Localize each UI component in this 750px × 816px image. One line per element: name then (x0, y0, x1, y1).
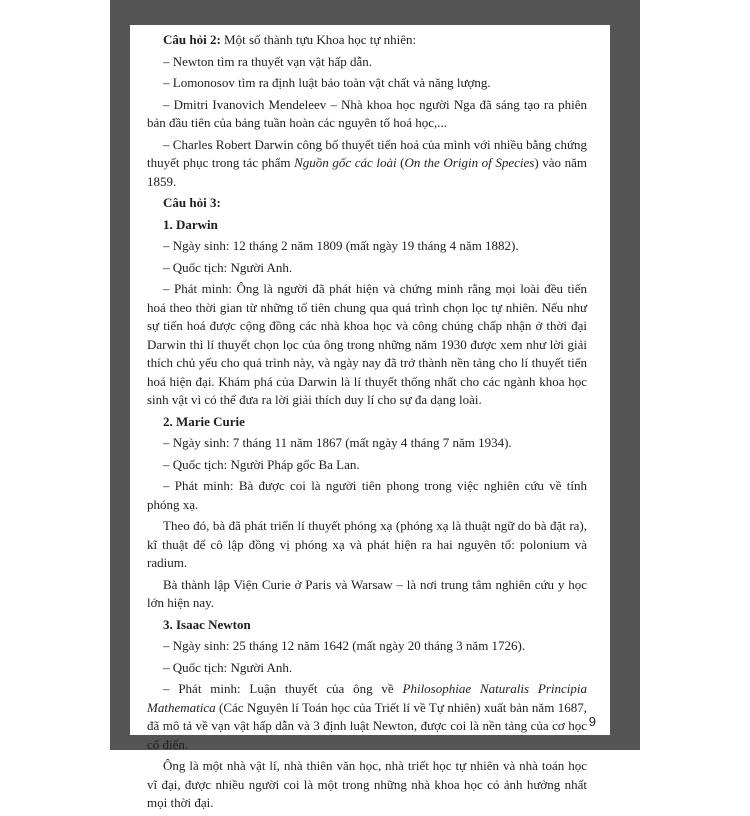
page-content (147, 31, 587, 816)
darwin-invention: – Phát minh: Ông là người đã phát hiện và chứng minh rằng mọi loài đều tiến hoá theo thời gian từ những tổ tiên chung qua quá trình chọn lọc tự nhiên. Nếu như sự tiến hoá được cộng đồng các nhà khoa học và công chúng chấp nhận ở thời đại Darwin thì lí thuyết chọn lọc của ông trong những năm 1930 được xem như lời giải thích chủ yếu cho quá trình này, và ngày nay đã trở thành nền tảng cho lí thuyết tiến hoá hiện đại. Khám phá của Darwin là lí thuyết thống nhất cho các ngành khoa học sinh vật vì có thể đưa ra lời giải thích duy lí cho sự đa dạng loài. (147, 281, 587, 407)
q2-intro-text: Một số thành tựu Khoa học tự nhiên: (220, 32, 417, 47)
darwin-nationality: – Quốc tịch: Người Anh. (163, 259, 293, 275)
curie-nationality: – Quốc tịch: Người Pháp gốc Ba Lan. (163, 456, 360, 472)
q2-item-darwin (147, 136, 587, 192)
newton-heading: 3. Isaac Newton (163, 616, 251, 632)
q2-item-newton: – Newton tìm ra thuyết vạn vật hấp dẫn. (163, 53, 373, 69)
newton-invention-pre: – Phát minh: Luận thuyết của ông về (163, 681, 403, 696)
q3-title: Câu hỏi 3: (163, 195, 221, 210)
newton-invention-post: (Các Nguyên lí Toán học của Triết lí về Tự nhiên) xuất bản năm 1687, đã mô tả về vạn vật hấp dẫn và 3 định luật Newton, được coi là nền tảng của cơ học cổ điển. (147, 699, 587, 752)
curie-birth: – Ngày sinh: 7 tháng 11 năm 1867 (mất ngày 4 tháng 7 năm 1934). (163, 435, 512, 450)
newton-invention (147, 680, 587, 754)
darwin-birth: – Ngày sinh: 12 tháng 2 năm 1809 (mất ngày 19 tháng 4 năm 1882). (163, 238, 519, 253)
document-page (130, 25, 610, 810)
newton-invention-work: Philosophiae Naturalis Principia Mathematica (147, 681, 587, 715)
newton-para: Ông là một nhà vật lí, nhà thiên văn học, nhà triết học tự nhiên và nhà toán học vĩ đại, được nhiều người coi là một trong những nhà khoa học có ảnh hưởng nhất mọi thời đại. (147, 758, 587, 810)
darwin-heading: 1. Darwin (163, 216, 218, 232)
q2-darwin-mid: ( (396, 155, 405, 170)
curie-heading: 2. Marie Curie (163, 413, 245, 429)
newton-birth: – Ngày sinh: 25 tháng 12 năm 1642 (mất ngày 20 tháng 3 năm 1726). (163, 638, 526, 653)
q2-darwin-post: ) vào năm 1859. (147, 155, 587, 189)
curie-para2: Bà thành lập Viện Curie ở Paris và Warsaw – là nơi trung tâm nghiên cứu y học lớn hiện nay. (147, 576, 587, 610)
page-number: 9 (588, 714, 596, 729)
newton-nationality: – Quốc tịch: Người Anh. (163, 659, 293, 675)
curie-para1: Theo đó, bà đã phát triển lí thuyết phóng xạ (phóng xạ là thuật ngữ do bà đặt ra), kĩ thuật để cô lập đồng vị phóng xạ và phát hiện ra hai nguyên tố: polonium và radium. (147, 518, 587, 570)
q2-darwin-work-vi: Nguồn gốc các loài (294, 155, 397, 170)
curie-invention: – Phát minh: Bà được coi là người tiên phong trong việc nghiên cứu về tính phóng xạ. (147, 478, 587, 512)
q2-intro (147, 31, 587, 50)
q2-item-lomonosov: – Lomonosov tìm ra định luật bảo toàn vật chất và năng lượng. (163, 75, 491, 90)
q2-darwin-work-en: On the Origin of Species (404, 155, 535, 170)
q2-darwin-pre: – Charles Robert Darwin công bố thuyết tiến hoá của mình với nhiều bằng chứng thuyết phục trong tác phẩm (147, 136, 587, 170)
q2-item-mendeleev: – Dmitri Ivanovich Mendeleev – Nhà khoa học người Nga đã sáng tạo ra phiên bản đầu tiên của bảng tuần hoàn các nguyên tố hoá học,... (147, 96, 587, 130)
q2-title: Câu hỏi 2: (163, 32, 221, 47)
